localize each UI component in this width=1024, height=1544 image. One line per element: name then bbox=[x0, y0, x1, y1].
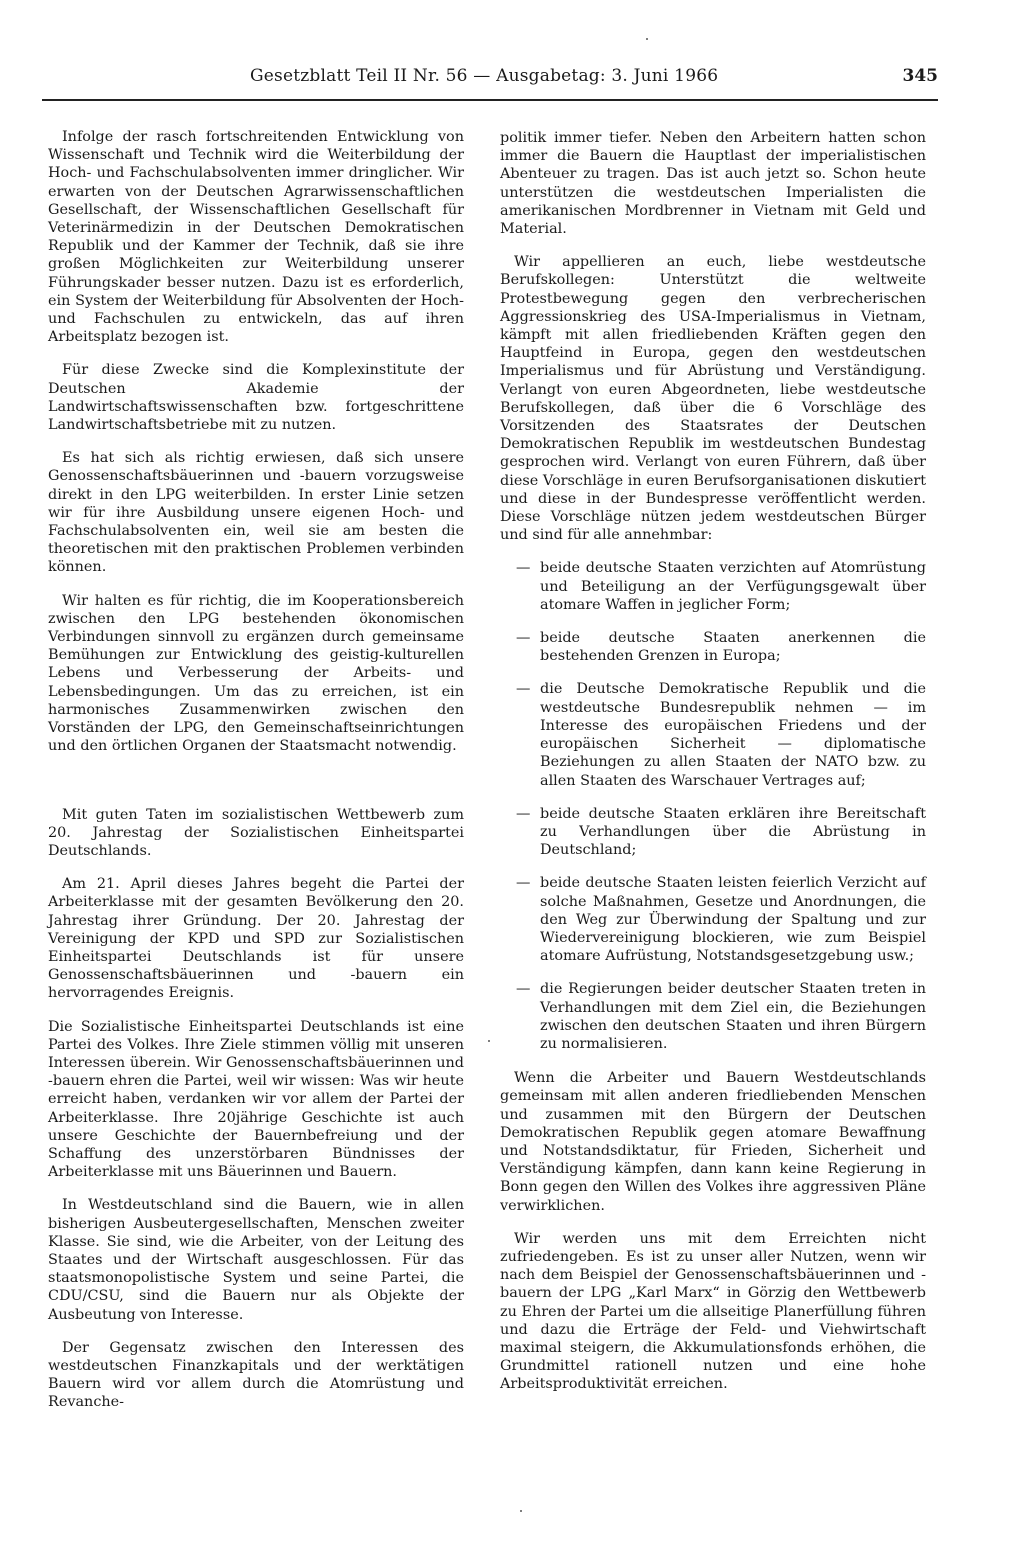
paragraph: Der Gegensatz zwischen den Interessen des westdeutschen Finanzkapitals und der werktätigen Bauern wird vor allem durch die Atomrüstung und Revanche- bbox=[48, 1339, 464, 1411]
continued-paragraph: politik immer tiefer. Neben den Arbeitern hatten schon immer die Bauern die Hauptlast der imperialistischen Abenteuer zu tragen. Das ist auch jetzt so. Schon heute unterstützen die westdeutschen Imperialisten die amerikanischen Mordbrenner in Vietnam mit Geld und Material. bbox=[500, 130, 926, 238]
list-item-text: beide deutsche Staaten anerkennen die bestehenden Grenzen in Europa; bbox=[540, 630, 926, 665]
dash-bullet: — bbox=[516, 681, 531, 698]
paragraph: Es hat sich als richtig erwiesen, daß sich unsere Genossenschaftsbäuerinnen und -bauern vorzugsweise direkt in den LPG weiterbilden. In erster Linie setzen wir für ihre Ausbildung unsere eigenen Hoch- und Fachschulabsolventen ein, weil sie am besten die theoretischen mit den praktischen Problemen verbinden können. bbox=[48, 450, 464, 576]
dash-bullet: — bbox=[516, 560, 531, 577]
paragraph: Für diese Zwecke sind die Komplexinstitute der Deutschen Akademie der Landwirtschaftswissenschaften bzw. fortgeschrittene Landwirtschaftsbetriebe mit zu nutzen. bbox=[48, 362, 464, 434]
scan-speck bbox=[488, 1040, 490, 1042]
paragraph: Wir halten es für richtig, die im Kooperationsbereich zwischen den LPG bestehenden ökonomischen Verbindungen sinnvoll zu ergänzen durch gemeinsame Bemühungen zur Entwicklung des geistig-kulturellen Lebens und Verbesserung der Arbeits- und Lebensbedingungen. Um das zu erreichen, ist ein harmonisches Zusammenwirken zwischen den Vorständen der LPG, den Gemeinschaftseinrichtungen und den örtlichen Organen der Staatsmacht notwendig. bbox=[48, 592, 464, 755]
list-item-text: beide deutsche Staaten erklären ihre Bereitschaft zu Verhandlungen über die Abrüstung in Deutschland; bbox=[540, 805, 926, 859]
dash-bullet: — bbox=[516, 875, 531, 892]
paragraph: In Westdeutschland sind die Bauern, wie in allen bisherigen Ausbeutergesellschaften, Menschen zweiter Klasse. Sie sind, wie die Arbeiter, von der Leitung des Staates und der Wirtschaft ausgeschlossen. Für das staatsmonopolistische System und seine Partei, die CDU/CSU, sind die Bauern nur als Objekte der Ausbeutung von Interesse. bbox=[48, 1197, 464, 1323]
paragraph: Die Sozialistische Einheitspartei Deutschlands ist eine Partei des Volkes. Ihre Ziele stimmen völlig mit unseren Interessen überein. Wir Genossenschaftsbäuerinnen und -bauern ehren die Partei, weil wir wissen: Was wir heute erreicht haben, verdanken wir vor allem der Partei der Arbeiterklasse. Ihre 20jährige Geschichte ist auch unsere Geschichte der Bauernbefreiung und der Schaffung des unzerstörbaren Bündnisses der Arbeiterklasse mit uns Bäuerinnen und Bauern. bbox=[48, 1018, 464, 1181]
list-item bbox=[500, 559, 926, 614]
dash-bullet: — bbox=[516, 981, 531, 998]
proposal-list bbox=[500, 559, 926, 1053]
list-item-text: beide deutsche Staaten verzichten auf Atomrüstung und Beteiligung an der Verfügungsgewalt über atomare Waffen in jeglicher Form; bbox=[540, 560, 926, 613]
section-lead-paragraph: Mit guten Taten im sozialistischen Wettbewerb zum 20. Jahrestag der Sozialistischen Einheitspartei Deutschlands. bbox=[48, 806, 464, 859]
list-item bbox=[500, 874, 926, 965]
paragraph: Infolge der rasch fortschreitenden Entwicklung von Wissenschaft und Technik wird die Weiterbildung der Hoch- und Fachschulabsolventen immer dringlicher. Wir erwarten von der Deutschen Agrarwissenschaftlichen Gesellschaft, der Wissenschaftlichen Gesellschaft für Veterinärmedizin in der Deutschen Demokratischen Republik und der Kammer der Technik, daß sie ihre großen Möglichkeiten zur Weiterbildung unserer Führungskader besser nutzen. Dazu ist es erforderlich, ein System der Weiterbildung für Absolventen der Hoch- und Fachschulen zu entwickeln, das auf ihren Arbeitsplatz bezogen ist. bbox=[48, 129, 464, 346]
header-title: Gesetzblatt Teil II Nr. 56 — Ausgabetag: 3. Juni 1966 bbox=[250, 66, 719, 86]
paragraph: Wir werden uns mit dem Erreichten nicht zufriedengeben. Es ist zu unser aller Nutzen, wenn wir nach dem Beispiel der Genossenschaftsbäuerinnen und -bauern der LPG „Karl Marx“ in Görzig den Wettbewerb zu Ehren der Partei um die allseitige Planerfüllung führen und dazu die Erträge der Feld- und Viehwirtschaft maximal steigern, die Akkumulationsfonds erhöhen, die Grundmittel rationell nutzen und eine hohe Arbeitsproduktivität erreichen. bbox=[500, 1230, 926, 1393]
appeal-paragraph: Wir appellieren an euch, liebe westdeutsche Berufskollegen: Unterstützt die weltweite Protestbewegung gegen den verbrecherischen Aggressionskrieg des USA-Imperialismus in Vietnam, kämpft mit allen friedliebenden Kräften gegen den Hauptfeind in Europa, gegen den westdeutschen Imperialismus und für Abrüstung und Verständigung. Verlangt von euren Abgeordneten, liebe westdeutsche Berufskollegen, daß über die 6 Vorschläge des Vorsitzenden des Staatsrates der Deutschen Demokratischen Republik im westdeutschen Bundestag gesprochen wird. Verlangt von euren Führern, daß über diese Vorschläge in euren Berufsorganisationen diskutiert und diese in der Bundespresse veröffentlicht werden. Diese Vorschläge nützen jedem westdeutschen Bürger und sind für alle annehmbar: bbox=[500, 254, 926, 544]
list-item-text: die Deutsche Demokratische Republik und die westdeutsche Bundesrepublik nehmen — im Interesse des europäischen Friedens und der europäischen Sicherheit — diplomatische Beziehungen zu allen Staaten der NATO bzw. zu allen Staaten des Warschauer Vertrages auf; bbox=[540, 681, 926, 789]
list-item bbox=[500, 680, 926, 789]
paragraph: Wenn die Arbeiter und Bauern Westdeutschlands gemeinsam mit allen anderen friedliebenden Menschen und zusammen mit den Bürgern der Deutschen Demokratischen Republik gegen atomare Bewaffnung und Notstandsdiktatur, für Frieden, Sicherheit und Verständigung kämpfen, dann kann keine Regierung in Bonn gegen den Willen des Volkes ihre aggressiven Pläne verwirklichen. bbox=[500, 1070, 926, 1214]
scan-speck bbox=[520, 1510, 522, 1512]
list-item bbox=[500, 805, 926, 860]
list-item bbox=[500, 980, 926, 1053]
dash-bullet: — bbox=[516, 630, 531, 647]
list-item-text: die Regierungen beider deutscher Staaten treten in Verhandlungen mit dem Ziel ein, die Beziehungen zwischen den deutschen Staaten und ihren Bürgern zu normalisieren. bbox=[540, 981, 926, 1052]
list-item bbox=[500, 629, 926, 665]
left-column bbox=[48, 128, 464, 1427]
scan-speck bbox=[646, 38, 648, 40]
list-item-text: beide deutsche Staaten leisten feierlich Verzicht auf solche Maßnahmen, Gesetze und Anordnungen, die den Weg zur Überwindung der Spaltung und zur Wiedervereinigung blockieren, wie zum Beispiel atomare Aufrüstung, Notstandsgesetzgebung usw.; bbox=[540, 875, 926, 965]
right-column bbox=[500, 129, 926, 1409]
dash-bullet: — bbox=[516, 805, 531, 822]
page-header bbox=[42, 66, 938, 96]
paragraph: Am 21. April dieses Jahres begeht die Partei der Arbeiterklasse mit der gesamten Bevölkerung den 20. Jahrestag ihrer Gründung. Der 20. Jahrestag der Vereinigung der KPD und SPD zur Sozialistischen Einheitspartei Deutschlands ist für unsere Genossenschaftsbäuerinnen und -bauern ein hervorragendes Ereignis. bbox=[48, 876, 464, 1002]
page-number: 345 bbox=[902, 66, 938, 86]
header-rule bbox=[42, 99, 938, 101]
